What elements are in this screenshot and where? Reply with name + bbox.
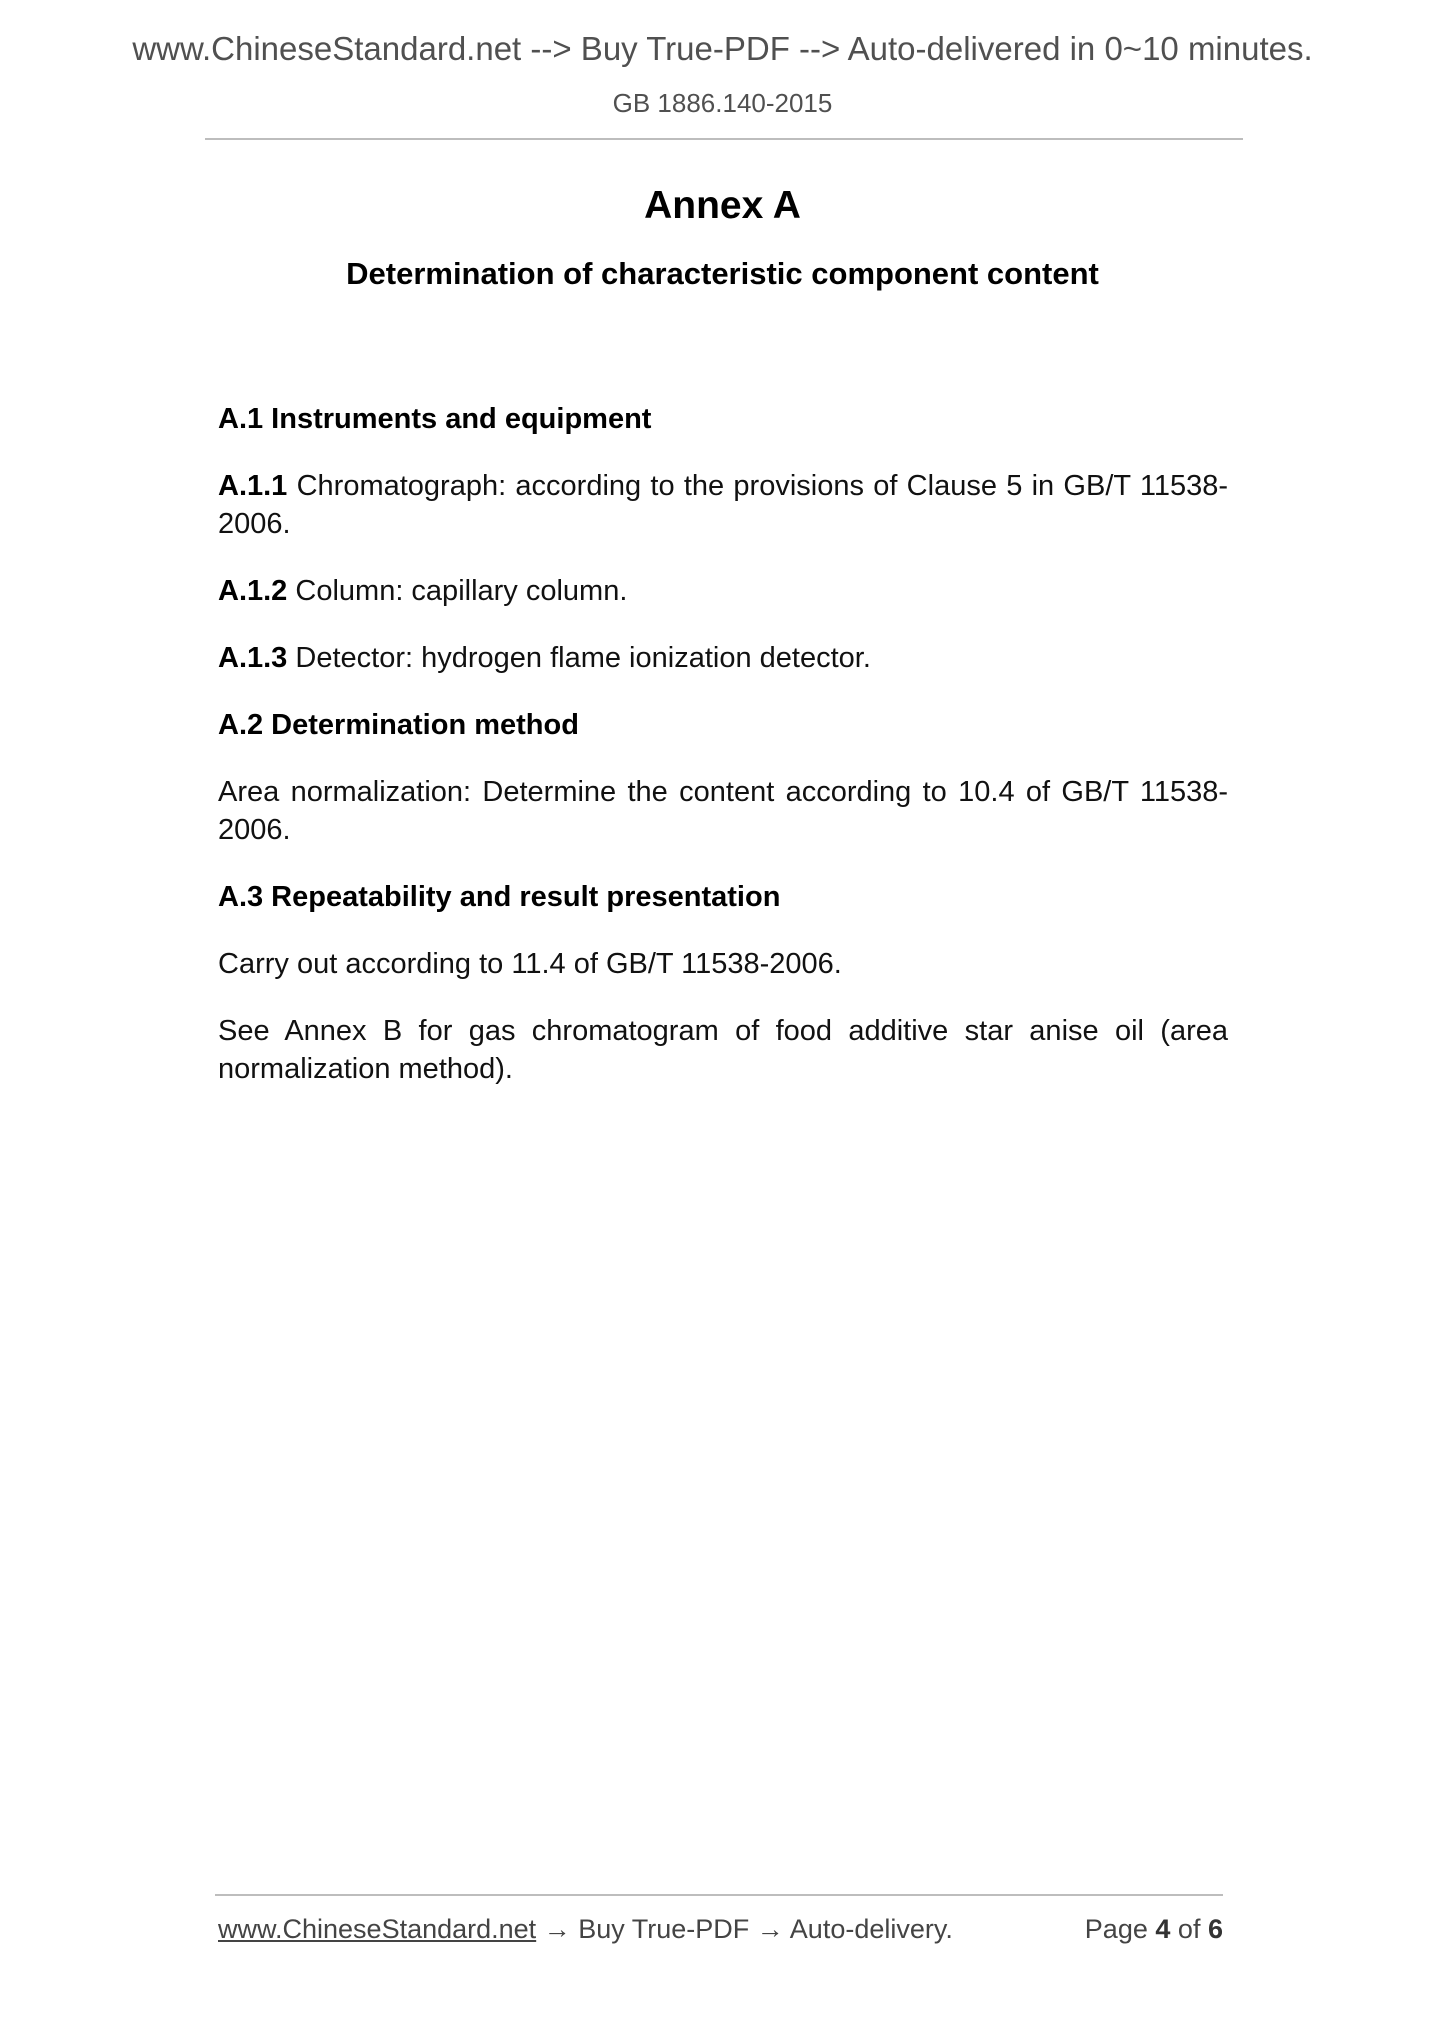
clause-text: Chromatograph: according to the provisions of Clause 5 in GB/T 11538-2006.: [218, 470, 1228, 540]
section-heading-a3: A.3 Repeatability and result presentation: [218, 881, 781, 913]
page-total: 6: [1207, 1914, 1223, 1944]
footer-delivery-text: Auto-delivery.: [789, 1914, 953, 1944]
document-body: [218, 400, 1228, 1117]
clause-text: Detector: hydrogen flame ionization detector.: [295, 642, 871, 674]
paragraph-a3-2: See Annex B for gas chromatogram of food additive star anise oil (area normalization method).: [218, 1015, 1228, 1085]
paragraph-a2: Area normalization: Determine the content according to 10.4 of GB/T 11538-2006.: [218, 776, 1228, 846]
clause-a11: [218, 467, 1228, 543]
page-indicator: [1085, 1914, 1223, 1945]
arrow-right-icon: →: [756, 1914, 784, 1944]
footer-divider: [215, 1894, 1223, 1896]
header-banner: www.ChineseStandard.net --> Buy True-PDF --> Auto-delivered in 0~10 minutes.: [132, 30, 1313, 67]
page-current: 4: [1155, 1914, 1171, 1944]
clause-a12: [218, 572, 1228, 610]
footer-site-link[interactable]: www.ChineseStandard.net: [218, 1914, 537, 1944]
paragraph-a3-1: Carry out according to 11.4 of GB/T 11538-2006.: [218, 948, 842, 980]
header-divider: [205, 138, 1243, 140]
section-heading-a2: A.2 Determination method: [218, 709, 579, 741]
document-code: GB 1886.140-2015: [612, 88, 833, 118]
section-heading-a1: A.1 Instruments and equipment: [218, 403, 652, 435]
annex-title: Annex A: [644, 184, 801, 227]
clause-number: A.1.3: [218, 642, 288, 674]
arrow-right-icon: →: [543, 1914, 571, 1944]
clause-number: A.1.1: [218, 470, 288, 502]
clause-number: A.1.2: [218, 575, 288, 607]
footer-buy-text: Buy True-PDF: [578, 1914, 750, 1944]
clause-text: Column: capillary column.: [295, 575, 628, 607]
page-label: Page: [1084, 1914, 1148, 1944]
annex-subtitle: Determination of characteristic component content: [346, 256, 1099, 291]
page-of: of: [1177, 1914, 1201, 1944]
footer: [218, 1914, 1223, 1945]
clause-a13: [218, 639, 1228, 677]
